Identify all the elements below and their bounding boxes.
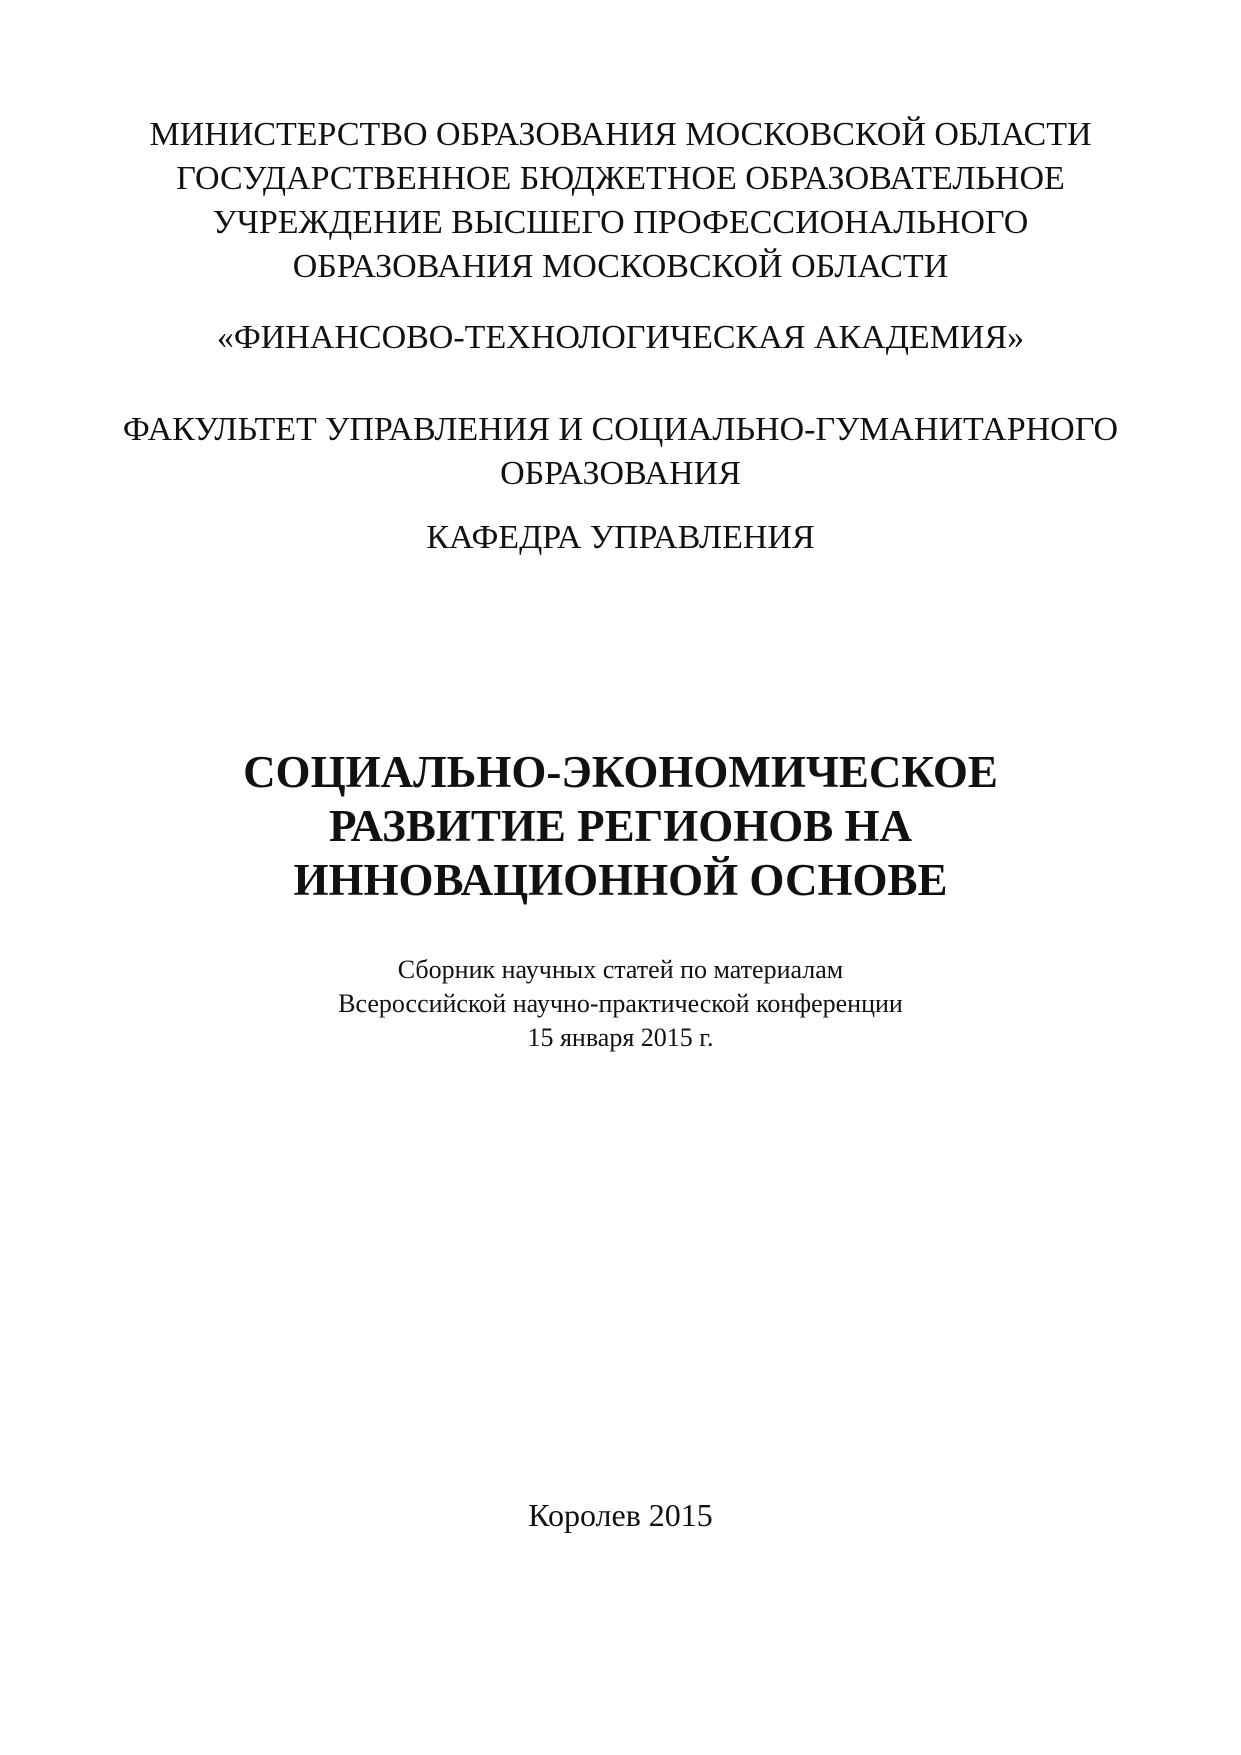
subtitle-line-1: Сборник научных статей по материалам [397,955,844,984]
department-line: КАФЕДРА УПРАВЛЕНИЯ [426,519,815,556]
subtitle-line-2: Всероссийской научно-практической конференции [338,989,903,1018]
place-year-line: Королев 2015 [528,1497,713,1533]
faculty-line-2: ОБРАЗОВАНИЯ [500,455,741,492]
faculty-line-1: ФАКУЛЬТЕТ УПРАВЛЕНИЯ И СОЦИАЛЬНО-ГУМАНИТАРНОГО [122,411,1119,448]
document-title [0,745,1241,907]
title-line-2: РАЗВИТИЕ РЕГИОНОВ НА [328,801,913,851]
ministry-line-2: ГОСУДАРСТВЕННОЕ БЮДЖЕТНОЕ ОБРАЗОВАТЕЛЬНОЕ [176,160,1065,197]
department-name [0,516,1241,560]
academy-line: «ФИНАНСОВО-ТЕХНОЛОГИЧЕСКАЯ АКАДЕМИЯ» [216,319,1025,356]
academy-name [0,316,1241,360]
ministry-line-3: УЧРЕЖДЕНИЕ ВЫСШЕГО ПРОФЕССИОНАЛЬНОГО [212,204,1029,241]
title-line-3: ИННОВАЦИОННОЙ ОСНОВЕ [293,855,948,905]
ministry-line-4: ОБРАЗОВАНИЯ МОСКОВСКОЙ ОБЛАСТИ [292,248,949,285]
document-subtitle [0,953,1241,1055]
place-and-year [0,1495,1241,1535]
ministry-line-1: МИНИСТЕРСТВО ОБРАЗОВАНИЯ МОСКОВСКОЙ ОБЛАСТИ [149,116,1092,153]
title-line-1: СОЦИАЛЬНО-ЭКОНОМИЧЕСКОЕ [243,747,998,797]
ministry-header [0,113,1241,289]
faculty-name [0,408,1241,496]
subtitle-date: 15 января 2015 г. [527,1023,714,1052]
